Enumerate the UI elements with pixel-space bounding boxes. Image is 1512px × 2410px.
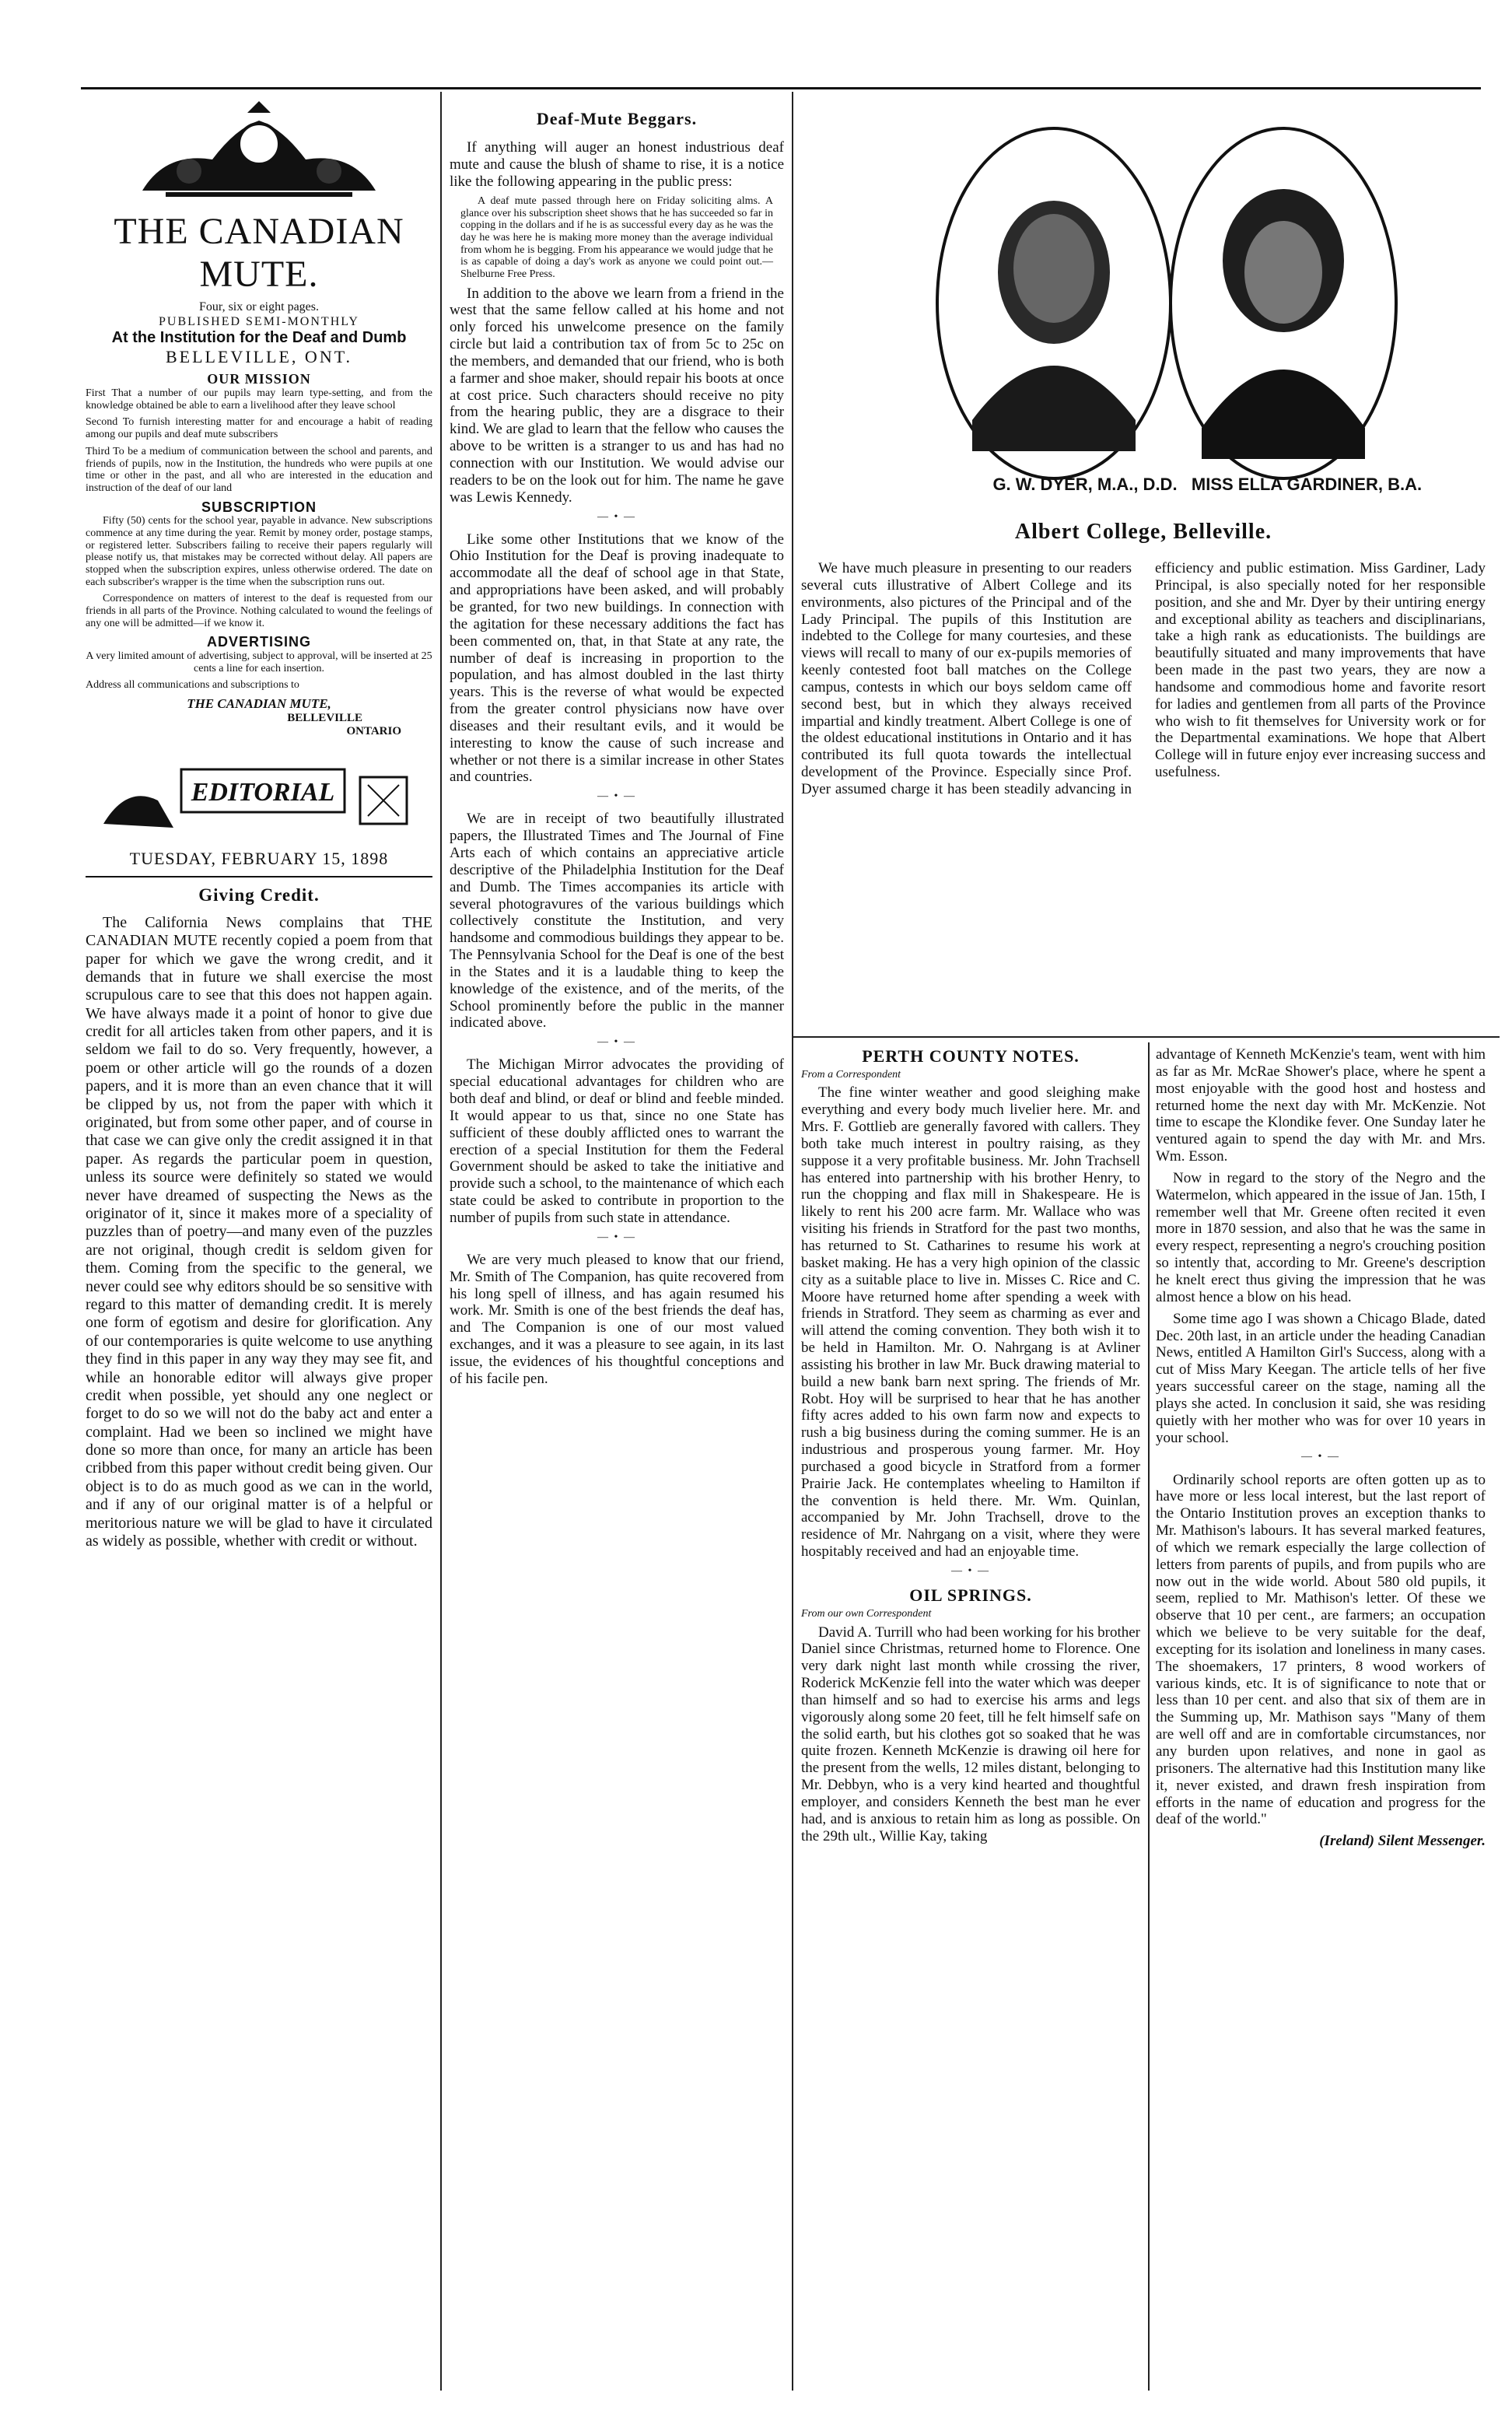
oil-text: David A. Turrill who had been working for his brother Daniel since Christmas, returned home to Florence. One very dark night last month while crossing the river, Roderick McKenzie fell into the water which was deeper than himself and so had to exercise his arms and legs vigorously along some 20 feet, till he felt himself safe on the solid earth, but his clothes got so soaked that he was quite frozen. Kenneth McKenzie is drawing oil here for the present from the wells, 12 miles distant, belonging to Mr. Debbyn, who is a very kind hearted and thoughtful employer, and considers Kenneth the best man he ever had, and is anxious to retain him as long as possible. On the 29th ult., Willie Kay, taking: [801, 1624, 1140, 1844]
date-rule: [86, 876, 432, 877]
subscription-text: Fifty (50) cents for the school year, payable in advance. New subscriptions commence at any time during the year. Remit by money order, postage stamps, or registered letter. Subscribers failing to receive their papers regularly will please notify us, that mistakes may be corrected without delay. All papers are stopped when the subscription expires, unless otherwise ordered. The date on each subscriber's wrapper is the time when the subscription runs out.: [86, 515, 432, 588]
masthead-line-1: Four, six or eight pages.: [198, 300, 319, 314]
label-dyer: G. W. DYER, M.A., D.D.: [992, 475, 1178, 494]
ornament-4: — • —: [597, 1231, 636, 1243]
advertising-heading: ADVERTISING: [206, 634, 311, 650]
portrait-dyer-icon: [926, 117, 1182, 490]
address-city: BELLEVILLE: [287, 711, 362, 724]
column-right: [1156, 1046, 1486, 1850]
ornament-1: — • —: [597, 510, 636, 523]
editorial-banner-icon: [96, 754, 422, 839]
oil-byline: From our own Correspondent: [801, 1608, 932, 1620]
ornament-5: — • —: [951, 1565, 990, 1578]
address-province: ONTARIO: [346, 724, 401, 737]
ornament-6: — • —: [1301, 1451, 1340, 1463]
label-gardiner: MISS ELLA GARDINER, B.A.: [1191, 475, 1423, 494]
address-name: THE CANADIAN MUTE,: [187, 695, 331, 711]
column-rule-1: [440, 92, 442, 2391]
ornament-2: — • —: [597, 790, 636, 803]
right-text-4: Ordinarily school reports are often gotten up as to have more or less local interest, but the last report of the Ontario Institution proves an exception thanks to Mr. Mathison's labours. It has several marked features, of which we remark especially the large collection of letters from parents of pupils, and from pupils who are now out in the wide world. About 580 old pupils, it seem, replied to Mr. Mathison's letter. Of these we observe that 10 per cent., are farmers; an occupation which we believe to be very suitable for the deaf, excepting for its isolation and loneliness in many cases. The shoemakers, 17 printers, 8 wood workers of various kinds, etc. It is of significance to note that or less than 10 per cent. and also that six of them are in the Summing up, Mr. Mathison says "Many of them are well off and are in comfortable circumstances, nor any burden upon relatives, and none in gaol as prisoners. The alternative had this Institution many like it, never existed, and drawn fresh inspiration from efforts in the name of education and progress for the deaf of the world.": [1156, 1471, 1486, 1828]
giving-credit-text: The California News complains that THE CANADIAN MUTE recently copied a poem from that paper for which we gave the wrong credit, and it demands that in future we shall exercise the most scrupulous care to see that this does not happen again. We have always made it a point of honor to give due credit for all articles taken from other papers, and it is seldom we fail to do so. Very frequently, however, a poem or other article will go the rounds of a dozen papers, and it is more than an even chance that it will be clipped by us, not from the paper with which it originated, but from some other paper, and of course in that case we can give only the credit assigned it in that paper. As regards the particular poem in question, unless its source were definitely so stated we would never have dreamed of suspecting the News as the originator of it, since it makes more of a speciality of puzzles than of poetry—and many even of the puzzles are not original, though credit is seldom given for them. Coming from the specific to the general, we never could see why editors should be so sensitive with regard to this matter of demanding credit. It is merely one form of egotism and desire for glorification. Any of our contemporaries is quite welcome to use anything they find in this paper in any way they may see fit, and while an honorable editor will always give proper credit when possible, yet should any one neglect or forget to do so we will not do the baby act and enter a complaint. Had we been so inclined we might have done so more than once, for many an article has been cribbed from this paper without credit being given. Our object is to do as much good as we can in the world, and if any of our original matter is of a helpful or meritorious nature we will be glad to have it circulated as widely as possible, whether with credit or without.: [86, 913, 432, 1550]
giving-credit-title: Giving Credit.: [198, 885, 320, 906]
right-signature: (Ireland) Silent Messenger.: [1319, 1833, 1486, 1850]
mission-item-3: Third To be a medium of communication between the school and parents, and friends of pupils, now in the Institution, the hundreds who were pupils at one time or other in the past, and all who are interested in the education and instruction of the deaf of our land: [86, 445, 432, 494]
top-rule: [81, 87, 1481, 89]
right-text-3: Some time ago I was shown a Chicago Blade, dated Dec. 20th last, in an article under the heading Canadian News, entitled A Hamilton Girl's Success, along with a cut of Miss Mary Keegan. The article tells of her five years successful career on the stage, naming all the plays she acted. In conclusion it said, she was residing quietly with her mother who was for over 10 years in your school.: [1156, 1310, 1486, 1446]
portrait-gardiner: [1159, 117, 1408, 490]
column-beggars: [450, 109, 784, 1392]
oil-title: OIL SPRINGS.: [909, 1585, 1032, 1606]
beggars-title: Deaf-Mute Beggars.: [536, 109, 698, 128]
masthead-line-3: At the Institution for the Deaf and Dumb: [111, 329, 407, 347]
beggars-p2: In addition to the above we learn from a friend in the west that the same fellow called at his home and not only forced his unwelcome presence on the family circle but laid a contribution tax of from 5c to 25c on the members, and demanded that our friend, who is both a farmer and shoe maker, should repair his boots at once at cost price. Such characters should receive no pity from the hearing public, they are a disgrace to their kind. We are glad to learn that the fellow who causes the above to be written is a stranger to us and has had no connection with our Institution. We would advise our readers to be on the look out for him. The name he gave was Lewis Kennedy.: [450, 285, 784, 506]
masthead-line-2: PUBLISHED SEMI-MONTHLY: [159, 314, 359, 328]
beggars-p3: Like some other Institutions that we know of the Ohio Institution for the Deaf is proving inadequate to accommodate all the deaf of school age in that State, and appropriations have been asked, and will probably be granted, for two new buildings. In connection with the agitation for these necessary additions the fact has been commented on, that, in that State at any rate, the number of deaf is increasing in proportion to the population, and has almost doubled in the last thirty years. This is the reverse of what would be expected from the greater control physicians now have over diseases and their resultant evils, and it would be interesting to know the cause of such increase and whether or not there is a similar increase in other States and countries.: [450, 531, 784, 786]
mission-heading: OUR MISSION: [207, 371, 311, 387]
portrait-gardiner-icon: [1159, 117, 1408, 490]
right-text-1: advantage of Kenneth McKenzie's team, went with him as far as Mr. McRae Shower's place, where he spent a most enjoyable with the good host and hostess and returned home the next day with Mr. McKenzie. Not time to escape the Klondike fever. One Sunday later he ventured again to spend the day with Mr. and Mrs. Wm. Esson.: [1156, 1046, 1486, 1165]
subscription-heading: SUBSCRIPTION: [201, 499, 317, 515]
albert-article: [801, 560, 1486, 798]
column-masthead: [86, 97, 432, 1555]
albert-caption: Albert College, Belleville.: [1014, 520, 1272, 544]
column-perth: [801, 1046, 1140, 1849]
beggars-p1: If anything will auger an honest industrious deaf mute and cause the blush of shame to rise, it is a notice like the following appearing in the public press:: [450, 139, 784, 190]
perth-text: The fine winter weather and good sleighing make everything and every body much livelier here. Mr. and Mrs. F. Gottlieb are generally favored with callers. They both take much interest in poultry raising, as they suppose it a very profitable business. Mr. John Trachsell has entered into partnership with his brother Henry, to run the chopping and flax mill in Shakespeare. He is likely to rent his 200 acre farm. Mr. Wallace who was visiting his friends in Stratford for the past two months, has returned to St. Catharines to resume his work at basket making. He has a very high opinion of the classic city as a suitable place to live in. Misses C. Rice and C. Moore have returned home after spending a week with friends in Stratford. They seem as charming as ever and will attend the coming convention. They both wish it to be held in Hamilton. Mr. O. Nahrgang is at Avliner assisting his brother in law Mr. Buck drawing material to build a new bank barn next spring. The friends of Mr. Robt. Hoy will be surprised to hear that he has another fifty acres added to his own farm now and expects to rush a big business during the coming summer. He is an industrious and prosperous young farmer. Mr. Hoy purchased a good bicycle in Stratford from a former Prairie Jack. He contemplates wheeling to Hamilton if the convention is held there. Mr. Wm. Quinlan, accompanied by Mr. John Trachsell, drove to the residence of Mr. Nahrgang on a visit, where they were hospitably received and had an enjoyable time.: [801, 1084, 1140, 1561]
beggars-p4: We are in receipt of two beautifully illustrated papers, the Illustrated Times and The Journal of Fine Arts each of which contains an appreciative article descriptive of the Philadelphia Institution for the Deaf and Dumb. The Times accompanies its article with several photogravures of the various buildings which collectively constitute the Institution, and very handsome and commodious buildings they appear to be. The Pennsylvania School for the Deaf is one of the best in the States and it is a laudable thing to keep the knowledge of the existence, and of the merits, of the School prominently before the public in the manner indicated above.: [450, 811, 784, 1032]
coat-of-arms-icon: [119, 97, 399, 210]
mission-item-1: First That a number of our pupils may learn type-setting, and from the knowledge obtained be able to earn a livelihood after they leave school: [86, 387, 432, 412]
beggars-quote: A deaf mute passed through here on Friday soliciting alms. A glance over his subscription sheet shows that he has succeeded so far in copping in the dollars and if he is as successful every day as he was the day he was here he is making more money than the average individual from whom he is begging. From his appearance we would judge that he is as capable of doing a day's work as anyone we could point out.—Shelburne Free Press.: [460, 194, 773, 280]
beggars-p5: The Michigan Mirror advocates the providing of special educational advantages for children who are both deaf and blind, or deaf or blind and feeble minded. It would appear to us that, since no one State has sufficient of these doubly afflicted ones to warrant the erection of a special Institution for them the Federal Government should be asked to take the initiative and provide such a school, to the maintenance of which each state could be asked to contribute in proportion to the number of pupils from such state in attendance.: [450, 1056, 784, 1226]
issue-date: TUESDAY, FEBRUARY 15, 1898: [129, 849, 389, 868]
masthead-title: THE CANADIAN MUTE.: [114, 211, 404, 296]
right-text-2: Now in regard to the story of the Negro and the Watermelon, which appeared in the issue of Jan. 15th, I remember well that Mr. Greene often recited it even more in 1870 session, and also that he was the same in every respect, representing a negro's crouching position so intently that, according to Mr. Greene's description he knelt erect thus giving the impression that he was almost hence a blow on his head.: [1156, 1169, 1486, 1305]
masthead-line-4: BELLEVILLE, ONT.: [165, 347, 353, 367]
mission-item-2: Second To furnish interesting matter for and encourage a habit of reading among our pupils and deaf mute subscribers: [86, 416, 432, 441]
column-rule-2: [792, 92, 793, 2391]
beggars-p6: We are very much pleased to know that our friend, Mr. Smith of The Companion, has quite recovered from his long spell of illness, and has again resumed his work. Mr. Smith is one of the best friends the deaf has, and The Companion is one of our most valued exchanges, and it was a pleasure to see again, in its last issue, the evidences of his thoughtful conceptions and of his facile pen.: [450, 1251, 784, 1387]
section-rule-albert: [792, 1036, 1500, 1038]
ornament-3: — • —: [597, 1036, 636, 1049]
albert-text: We have much pleasure in presenting to our readers several cuts illustrative of Albert College and its environments, also pictures of the Principal and of the Lady Principal. The pupils of this Institution are indebted to the College for many courtesies, and these views will recall to many of our ex-pupils memories of keenly contested foot ball matches on the College campus, contests in which our boys seldom came off second best, but in which they always received impartial and kindly treatment. Albert College is one of the oldest educational institutions in Ontario and it has contributed its full quota towards the intellectual development of the Province. Especially since Prof. Dyer assumed charge it has been steadily advancing in efficiency and public estimation. Miss Gardiner, Lady Principal, is also specially noted for her responsible position, and she and Mr. Dyer by their untiring energy and exceptional ability as teachers and disciplinarians, take a high rank as educationists. The buildings are beautifully situated and many improvements that have been made in the past two years, they are now a handsome and commodious home and favorite resort for ladies and gentlemen from all parts of the Province who wish to fit themselves for University work or for the Departmental examinations. We hope that Albert College will in future enjoy ever increasing success and usefulness.: [801, 560, 1486, 797]
perth-byline: From a Correspondent: [801, 1069, 901, 1081]
portrait-dyer: [926, 117, 1182, 490]
address-line: Address all communications and subscriptions to: [86, 679, 299, 692]
perth-title: PERTH COUNTY NOTES.: [862, 1046, 1080, 1066]
column-rule-3: [1148, 1042, 1150, 2391]
editorial-banner-text: EDITORIAL: [191, 778, 335, 807]
correspondence-text: Correspondence on matters of interest to the deaf is requested from our friends in all parts of the Province. Nothing calculated to wound the feelings of any one will be admitted—if we know it.: [86, 593, 432, 629]
advertising-text: A very limited amount of advertising, subject to approval, will be inserted at 25 cents a line for each insertion.: [86, 650, 432, 674]
